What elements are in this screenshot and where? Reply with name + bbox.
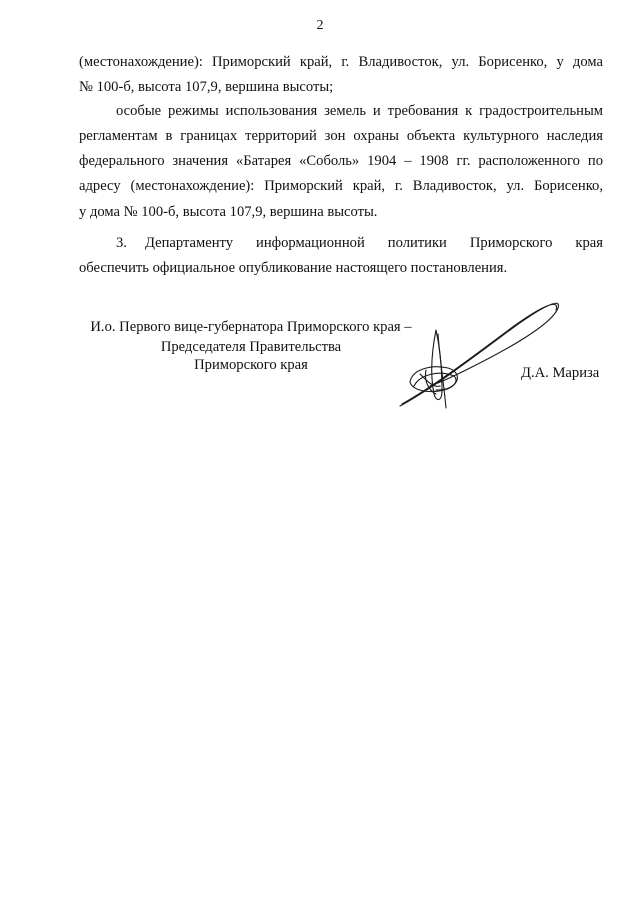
paragraph-1-line-1: (местонахождение): Приморский край, г. Владивосток, ул. Борисенко, у дома	[79, 54, 603, 70]
signatory-name: Д.А. Мариза	[521, 365, 600, 381]
paragraph-2-line-2: регламентам в границах территорий зон охраны объекта культурного наследия	[79, 128, 603, 144]
paragraph-2-line-1: особые режимы использования земель и требования к градостроительным	[116, 103, 603, 119]
paragraph-3-number: 3.	[116, 235, 127, 251]
paragraph-2-line-5: у дома № 100-б, высота 107,9, вершина высоты.	[79, 204, 378, 220]
handwritten-signature	[390, 290, 570, 420]
paragraph-3-line-1: Департаменту информационной политики Приморского края	[145, 235, 603, 251]
paragraph-1-line-2: № 100-б, высота 107,9, вершина высоты;	[79, 79, 334, 95]
signatory-title-line-2: Председателя Правительства	[160, 339, 342, 355]
paragraph-2-line-3: федерального значения «Батарея «Соболь» 1904 – 1908 гг. расположенного по	[79, 153, 603, 169]
page-number: 2	[316, 18, 324, 33]
paragraph-3-line-2: обеспечить официальное опубликование настоящего постановления.	[79, 260, 508, 276]
signatory-title-line-1: И.о. Первого вице-губернатора Приморского края –	[90, 319, 412, 335]
signatory-title-line-3: Приморского края	[194, 357, 308, 373]
paragraph-2-line-4: адресу (местонахождение): Приморский край, г. Владивосток, ул. Борисенко,	[79, 178, 603, 194]
